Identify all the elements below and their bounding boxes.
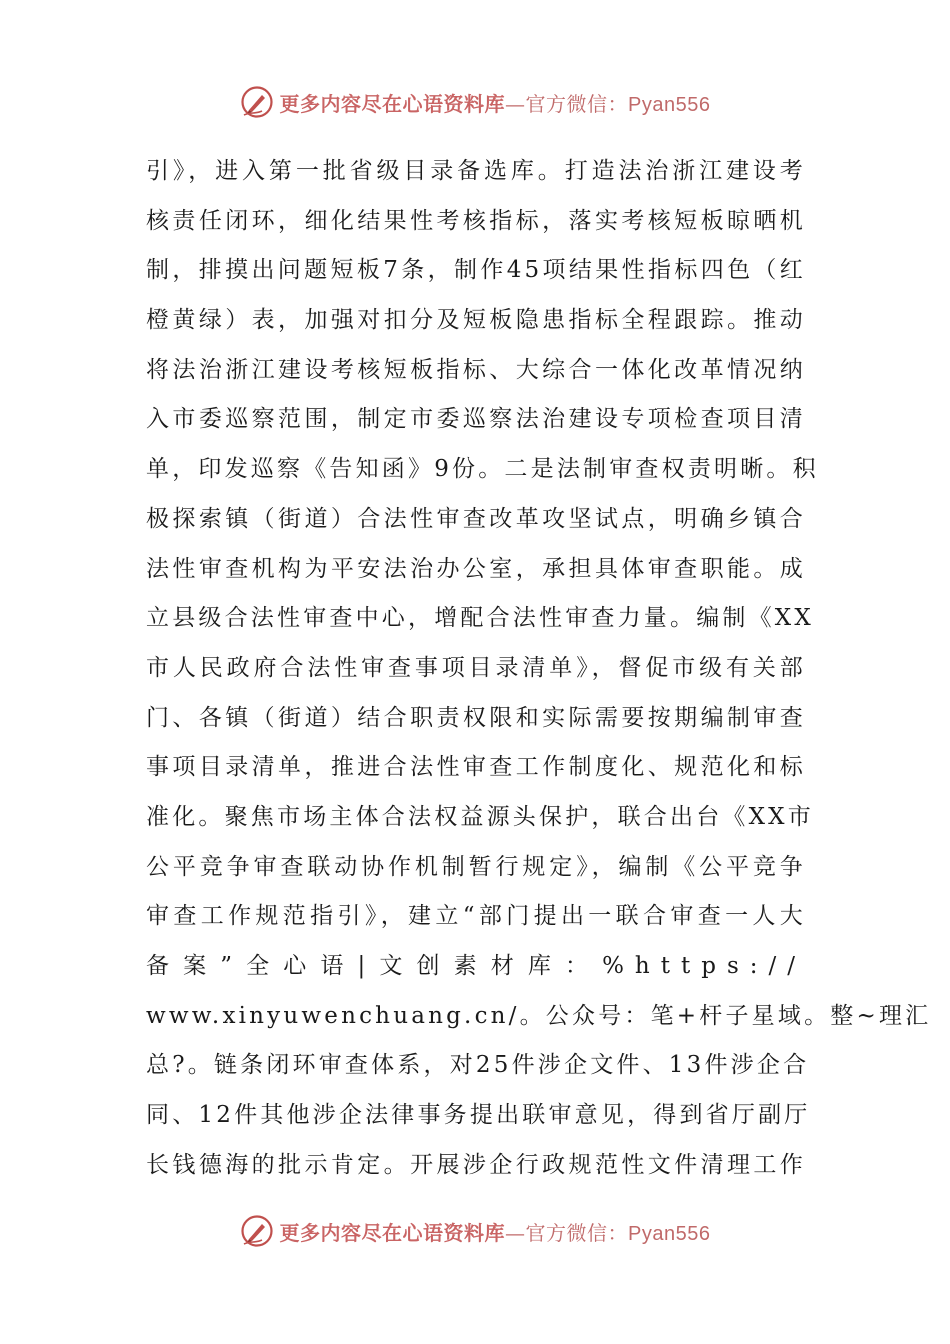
footer-banner-text [280, 1217, 711, 1246]
body-line: 法性审查机构为平安法治办公室，承担具体审查职能。成 [146, 555, 806, 582]
footer-brand: 更多内容尽在心语资料库 [279, 1220, 506, 1245]
body-line: 同、12件其他涉企法律事务提出联审意见，得到省厅副厅 [146, 1102, 811, 1129]
document-body [146, 147, 932, 1190]
body-line: 长钱德海的批示肯定。开展涉企行政规范性文件清理工作 [146, 1151, 806, 1178]
pen-logo-icon [240, 85, 274, 119]
body-line: 门、各镇（街道）结合职责权限和实际需要按期编制审查 [146, 704, 806, 731]
footer-wechat-id: Pyan556 [628, 1222, 711, 1245]
body-line: 单，印发巡察《告知函》9份。二是法制审查权责明晰。积 [146, 456, 819, 483]
pen-logo-icon [240, 1214, 274, 1248]
body-line: 入市委巡察范围，制定市委巡察法治建设专项检查项目清 [146, 406, 806, 433]
header-brand: 更多内容尽在心语资料库 [279, 91, 506, 116]
footer-dash: — [505, 1220, 526, 1245]
body-line: 橙黄绿）表，加强对扣分及短板隐患指标全程跟踪。推动 [146, 307, 806, 334]
body-line: 准化。聚焦市场主体合法权益源头保护，联合出台《XX市 [146, 803, 814, 830]
body-line: 总?。链条闭环审查体系，对25件涉企文件、13件涉企合 [146, 1052, 810, 1079]
body-line: 立县级合法性审查中心，增配合法性审查力量。编制《XX [146, 605, 814, 632]
body-line: 引》，进入第一批省级目录备选库。打造法治浙江建设考 [146, 158, 806, 184]
body-line: 公平竞争审查联动协作机制暂行规定》，编制《公平竞争 [146, 853, 806, 880]
footer-banner-content [240, 1214, 711, 1248]
body-line: 制，排摸出问题短板7条，制作45项结果性指标四色（红 [146, 257, 806, 284]
header-wechat-label: 官方微信： [525, 91, 629, 116]
body-line: 备案”全心语|文创素材库：%https:// [146, 953, 806, 979]
footer-wechat-label: 官方微信： [525, 1220, 629, 1245]
body-line: 极探索镇（街道）合法性审查改革攻坚试点，明确乡镇合 [146, 505, 806, 532]
body-line: 市人民政府合法性审查事项目录清单》，督促市级有关部 [146, 654, 806, 681]
header-banner-content [240, 85, 711, 119]
body-line: 审查工作规范指引》，建立“部门提出一联合审查一人大 [146, 903, 806, 930]
footer-banner [0, 1209, 950, 1253]
header-dash: — [505, 91, 526, 116]
body-line: 将法治浙江建设考核短板指标、大综合一体化改革情况纳 [146, 356, 806, 383]
header-banner-text [280, 88, 711, 117]
body-line: 事项目录清单，推进合法性审查工作制度化、规范化和标 [146, 754, 806, 781]
body-line: 核责任闭环，细化结果性考核指标，落实考核短板晾晒机 [146, 207, 806, 234]
header-banner [0, 80, 950, 124]
body-line: www.xinyuwenchuang.cn/。公众号：笔+杆子星域。整~理汇 [146, 1002, 932, 1029]
header-wechat-id: Pyan556 [628, 93, 711, 116]
